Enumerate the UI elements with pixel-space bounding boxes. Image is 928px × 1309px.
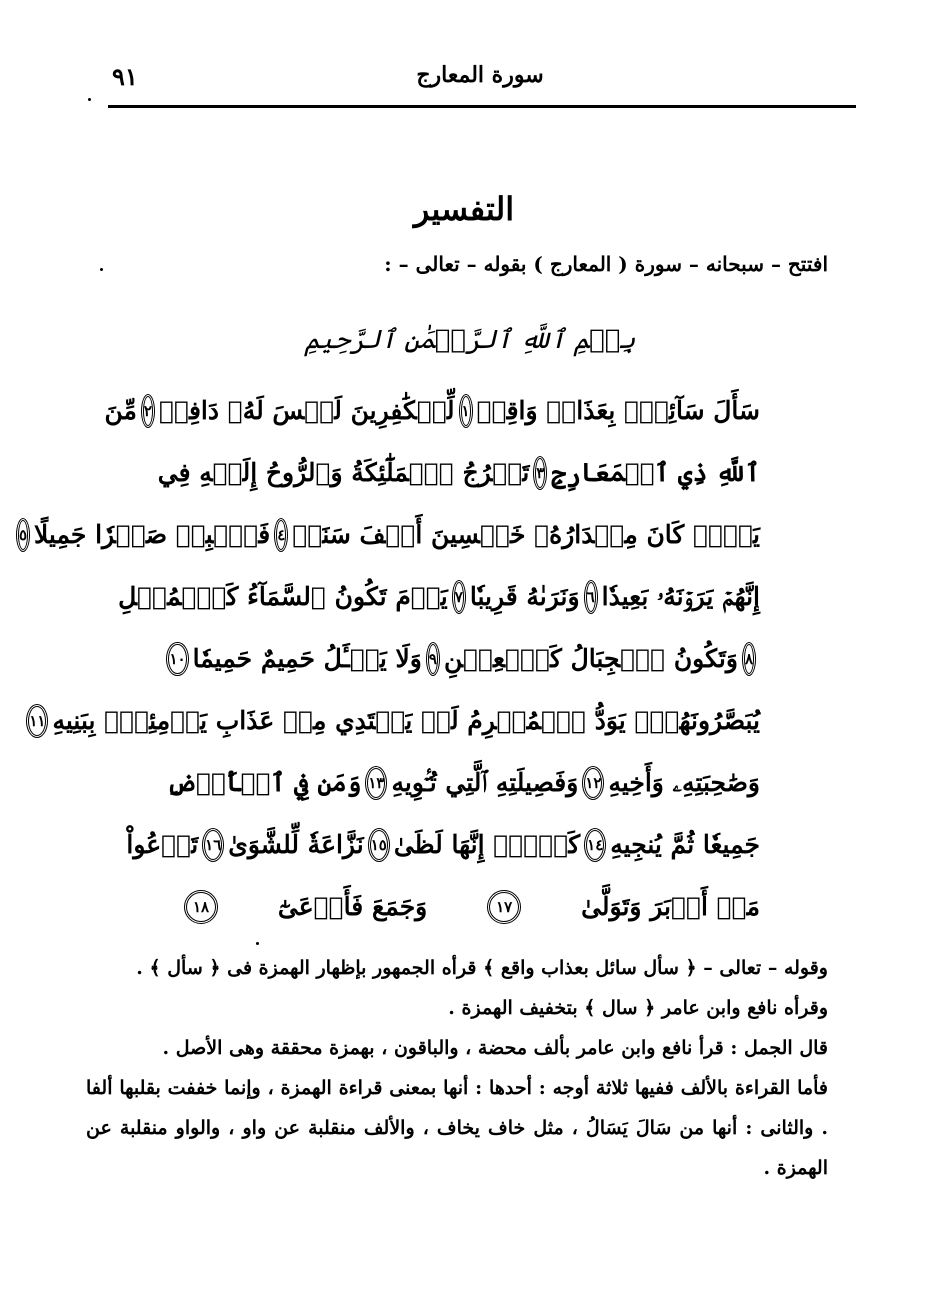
verse-line (18, 504, 760, 566)
verse-text: وَنَرَىٰهُ قَرِيبٗا (469, 582, 580, 611)
commentary-block (86, 948, 828, 1188)
verse-text: وَمَن فِي ٱلۡأَرۡضِ (166, 768, 362, 797)
intro-line: افتتح – سبحانه – سورة ( المعارج ) بقوله – تعالى – : (384, 252, 828, 276)
verse-line (118, 566, 760, 628)
scan-speck (256, 942, 259, 945)
verse-number-marker: ٣ (533, 456, 547, 490)
verse-text: كَلَّآۖ إِنَّهَا لَظَىٰ (393, 830, 581, 859)
verse-text: إِنَّهُمۡ يَرَوۡنَهُۥ بَعِيدٗا (601, 582, 760, 611)
verse-number-marker: ١٤ (584, 828, 606, 862)
verse-line (157, 442, 760, 504)
verse-text: لِّلۡكَٰفِرِينَ لَيۡسَ لَهُۥ دَافِعٞ (158, 396, 455, 425)
verse-line (180, 876, 760, 938)
verse-text: سَأَلَ سَآئِلُۢ بِعَذَابٖ وَاقِعٖ (476, 396, 760, 425)
verse-text: ٱللَّهِ ذِي ٱلۡمَعَارِجِ (551, 458, 760, 487)
verse-text: نَزَّاعَةٗ لِّلشَّوَىٰ (228, 830, 364, 859)
verse-number-marker: ١٢ (582, 766, 604, 800)
page-number: ٩١ (112, 62, 138, 91)
verse-line (126, 814, 760, 876)
verse-number-marker: ٥ (16, 518, 30, 552)
verse-text: يَوۡمٖ كَانَ مِقۡدَارُهُۥ خَمۡسِينَ أَلۡفَ سَنَةٖ (292, 520, 760, 549)
verse-number-marker: ٦ (584, 580, 598, 614)
commentary-paragraph: فأما القراءة بالألف ففيها ثلاثة أوجه : أحدها : أنها بمعنى قراءة الهمزة ، وإنما خففت بقلبها ألفا . والثانى : أنها من سَالَ يَسَالُ ، مثل خاف يخاف ، والألف منقلبة عن واو ، والواو منقلبة عن الهمزة . (86, 1077, 828, 1179)
verse-number-marker: ١٧ (487, 890, 521, 924)
verse-number-marker: ١١ (26, 704, 48, 738)
scan-speck (100, 268, 103, 271)
running-title: سورة المعارج (416, 62, 544, 88)
section-heading: التفسير (413, 190, 515, 228)
verse-text: يُبَصَّرُونَهُمۡۚ يَوَدُّ ٱلۡمُجۡرِمُ لَوۡ يَفۡتَدِي مِنۡ عَذَابِ يَوۡمِئِذِۭ بِبَنِيهِ (52, 706, 760, 735)
header-rule (108, 105, 856, 108)
verse-number-marker: ١٥ (368, 828, 390, 862)
verse-text: وَجَمَعَ فَأَوۡعَىٰٓ (277, 892, 428, 921)
verse-line (169, 628, 760, 690)
verse-line (166, 752, 760, 814)
quran-verses-block (18, 380, 760, 938)
verse-number-marker: ١٠ (166, 642, 188, 676)
commentary-paragraph: وقوله – تعالى – ﴿ سأل سائل بعذاب واقع ﴾ قرأه الجمهور بإظهار الهمزة فى ﴿ سأل ﴾ . (136, 957, 828, 979)
scan-speck (88, 98, 91, 101)
verse-line (29, 690, 760, 752)
verse-number-marker: ١٣ (365, 766, 387, 800)
commentary-paragraph: قال الجمل : قرأ نافع وابن عامر بألف محضة ، والباقون ، بهمزة محققة وهى الأصل . (162, 1037, 828, 1059)
verse-text: فَٱصۡبِرۡ صَبۡرٗا جَمِيلًا (34, 520, 271, 549)
verse-number-marker: ٢ (141, 394, 155, 428)
verse-number-marker: ١ (459, 394, 473, 428)
verse-text: تَدۡعُواْ (126, 830, 199, 859)
verse-number-marker: ١٦ (202, 828, 224, 862)
verse-text: وَصَٰحِبَتِهِۦ وَأَخِيهِ (608, 768, 760, 797)
verse-text: وَفَصِيلَتِهِ ٱلَّتِي تُـٔۡوِيهِ (391, 768, 579, 797)
verse-text: مَنۡ أَدۡبَرَ وَتَوَلَّىٰ (581, 892, 760, 921)
verse-text: مِّنَ (104, 396, 137, 425)
commentary-paragraph: وقرأه نافع وابن عامر ﴿ سال ﴾ بتخفيف الهمزة . (448, 997, 828, 1019)
verse-number-marker: ٩ (426, 642, 440, 676)
page-header (100, 58, 860, 98)
verse-text: وَلَا يَسۡـَٔلُ حَمِيمٌ حَمِيمٗا (192, 644, 422, 673)
verse-number-marker: ٧ (452, 580, 466, 614)
verse-number-marker: ٨ (742, 642, 756, 676)
verse-line (104, 380, 760, 442)
verse-number-marker: ٤ (274, 518, 288, 552)
verse-number-marker: ١٨ (184, 890, 218, 924)
basmala: بِسۡمِ ٱللَّهِ ٱلرَّحۡمَٰنِ ٱلرَّحِيمِ (304, 325, 636, 355)
verse-text: تَعۡرُجُ ٱلۡمَلَٰٓئِكَةُ وَٱلرُّوحُ إِلَيۡهِ فِي (157, 458, 530, 487)
verse-text: وَتَكُونُ ٱلۡجِبَالُ كَٱلۡعِهۡنِ (443, 644, 738, 673)
verse-text: يَوۡمَ تَكُونُ ٱلسَّمَآءُ كَٱلۡمُهۡلِ (118, 582, 448, 611)
verse-text: جَمِيعٗا ثُمَّ يُنجِيهِ (610, 830, 760, 859)
